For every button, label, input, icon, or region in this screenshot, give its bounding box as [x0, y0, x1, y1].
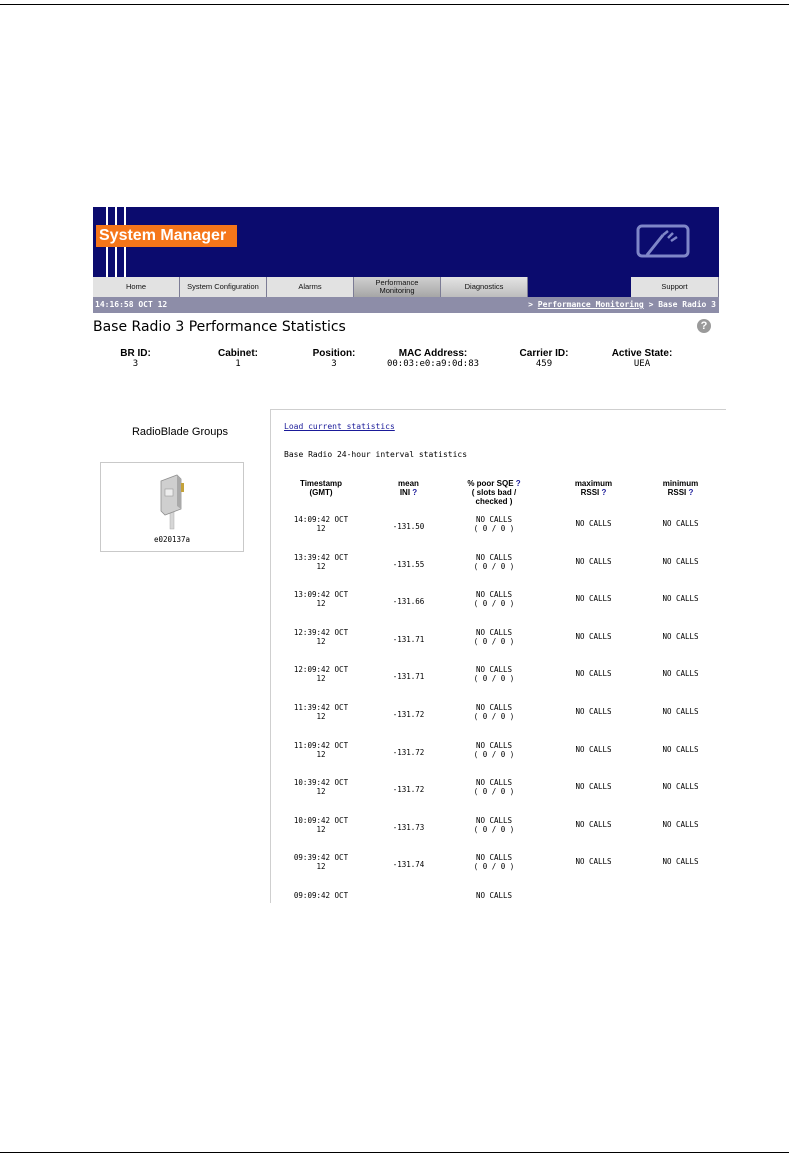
- tab-performance-monitoring[interactable]: Performance Monitoring: [354, 277, 441, 297]
- help-icon[interactable]: ?: [697, 319, 711, 333]
- app-logo-title: System Manager: [96, 225, 237, 247]
- radioblade-groups-title: RadioBlade Groups: [131, 426, 228, 438]
- table-cell-ts: 09:39:42 OCT 12: [293, 853, 349, 872]
- table-cell-sqe: NO CALLS ( 0 / 0 ): [473, 515, 515, 533]
- poor-sqe-help-link[interactable]: ?: [515, 479, 521, 488]
- table-cell-sqe: NO CALLS ( 0 / 0 ): [473, 703, 515, 721]
- interval-statistics-title: Base Radio 24-hour interval statistics: [284, 450, 468, 459]
- mean-ini-help-link[interactable]: ?: [412, 488, 418, 497]
- page-title: Base Radio 3 Performance Statistics: [93, 319, 346, 335]
- tab-system-configuration[interactable]: System Configuration: [180, 277, 267, 297]
- table-cell-ts: 10:39:42 OCT 12: [293, 778, 349, 797]
- table-cell-min: NO CALLS: [662, 744, 699, 754]
- table-cell-sqe: NO CALLS ( 0 / 0 ): [473, 590, 515, 609]
- table-cell-sqe: NO CALLS ( 0 / 0 ): [473, 815, 515, 834]
- table-cell-ts: 11:09:42 OCT 12: [293, 740, 349, 759]
- tab-alarms[interactable]: Alarms: [267, 277, 354, 297]
- table-cell-max: NO CALLS: [575, 519, 612, 528]
- column-header-timestamp: Timestamp (GMT): [299, 479, 343, 497]
- table-cell-ts: 13:39:42 OCT 12: [293, 552, 349, 571]
- load-current-statistics-link[interactable]: Load current statistics: [284, 422, 395, 431]
- page-bottom-rule: [0, 1152, 789, 1153]
- statistics-panel: [270, 409, 726, 903]
- column-header-minimum-rssi: minimum RSSI ?: [662, 479, 699, 497]
- breadcrumb-link-performance-monitoring[interactable]: Performance Monitoring: [537, 300, 644, 309]
- table-cell-min: NO CALLS: [662, 707, 699, 716]
- table-cell-ts: 10:09:42 OCT 12: [293, 815, 349, 834]
- column-header-maximum-rssi: maximum RSSI ?: [574, 479, 613, 497]
- table-cell-ini: -131.55: [392, 559, 425, 569]
- table-cell-max: NO CALLS: [575, 594, 612, 604]
- table-cell-ts: 13:09:42 OCT 12: [293, 590, 349, 609]
- minimum-rssi-help-link[interactable]: ?: [688, 488, 694, 497]
- column-header-poor-sqe: % poor SQE ? ( slots bad / checked ): [467, 479, 521, 506]
- table-cell-ts: 12:09:42 OCT 12: [293, 665, 349, 684]
- table-cell-ts: 11:39:42 OCT 12: [293, 703, 349, 721]
- table-cell-max: NO CALLS: [575, 631, 612, 641]
- table-cell-ini: -131.71: [392, 634, 425, 644]
- table-cell-ts: 09:09:42 OCT: [293, 891, 349, 900]
- table-cell-ini: -131.71: [392, 672, 425, 682]
- radioblade-name: e020137a: [153, 535, 191, 544]
- table-cell-max: NO CALLS: [575, 782, 612, 792]
- table-cell-min: NO CALLS: [662, 782, 699, 792]
- table-cell-sqe: NO CALLS ( 0 / 0 ): [473, 552, 515, 571]
- table-cell-sqe: NO CALLS ( 0 / 0 ): [473, 853, 515, 872]
- info-mac-address: MAC Address: 00:03:e0:a9:0d:83: [386, 348, 480, 369]
- table-cell-ini: -131.72: [392, 785, 425, 795]
- screenshot-frame: [93, 207, 726, 903]
- table-cell-max: NO CALLS: [575, 707, 612, 716]
- table-cell-min: NO CALLS: [662, 519, 699, 528]
- table-cell-sqe: NO CALLS ( 0 / 0 ): [473, 740, 515, 759]
- radioblade-card[interactable]: [100, 462, 244, 552]
- tab-support[interactable]: Support: [631, 277, 719, 297]
- page-top-rule: [0, 4, 789, 5]
- info-position: Position: 3: [312, 348, 356, 369]
- table-cell-max: NO CALLS: [575, 744, 612, 754]
- table-cell-sqe: NO CALLS: [475, 891, 513, 900]
- table-cell-ts: 14:09:42 OCT 12: [293, 515, 349, 533]
- table-cell-max: NO CALLS: [575, 819, 612, 829]
- table-cell-max: NO CALLS: [575, 556, 612, 566]
- table-cell-min: NO CALLS: [662, 819, 699, 829]
- info-carrier-id: Carrier ID: 459: [519, 348, 569, 369]
- table-cell-sqe: NO CALLS ( 0 / 0 ): [473, 665, 515, 684]
- table-cell-min: NO CALLS: [662, 594, 699, 604]
- main-nav: [93, 277, 719, 297]
- info-cabinet: Cabinet: 1: [218, 348, 258, 369]
- table-cell-min: NO CALLS: [662, 669, 699, 679]
- current-time: 14:16:58 OCT 12: [95, 300, 168, 309]
- radioblade-device-icon: [157, 473, 191, 531]
- table-cell-min: NO CALLS: [662, 631, 699, 641]
- table-cell-ini: -131.72: [392, 710, 425, 719]
- tab-diagnostics[interactable]: Diagnostics: [441, 277, 528, 297]
- table-cell-max: NO CALLS: [575, 669, 612, 679]
- table-cell-ini: -131.66: [392, 597, 425, 607]
- table-cell-sqe: NO CALLS ( 0 / 0 ): [473, 627, 515, 646]
- maximum-rssi-help-link[interactable]: ?: [601, 488, 607, 497]
- table-cell-ini: -131.74: [392, 860, 425, 870]
- table-cell-sqe: NO CALLS ( 0 / 0 ): [473, 778, 515, 797]
- table-cell-min: NO CALLS: [662, 556, 699, 566]
- table-cell-max: NO CALLS: [575, 857, 612, 867]
- status-strip: [93, 297, 719, 313]
- brand-corner-icon: [635, 221, 693, 261]
- info-active-state: Active State: UEA: [611, 348, 673, 369]
- header-banner: [93, 207, 719, 277]
- column-header-mean-ini: mean INI ?: [398, 479, 419, 497]
- info-br-id: BR ID: 3: [120, 348, 151, 369]
- table-cell-ini: -131.72: [392, 747, 425, 757]
- table-cell-ts: 12:39:42 OCT 12: [293, 627, 349, 646]
- breadcrumb-current: > Base Radio 3: [648, 300, 716, 309]
- table-cell-ini: -131.73: [392, 822, 425, 832]
- table-cell-ini: -131.50: [392, 522, 425, 531]
- tab-home[interactable]: Home: [93, 277, 180, 297]
- table-cell-min: NO CALLS: [662, 857, 699, 867]
- breadcrumb: > Performance Monitoring > Base Radio 3: [528, 300, 716, 309]
